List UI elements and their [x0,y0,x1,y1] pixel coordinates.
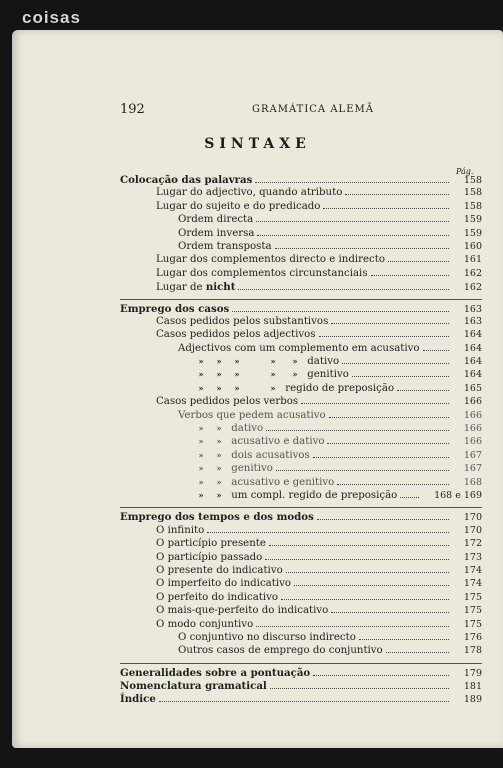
toc-entry [120,450,482,463]
ditto-mark: » [198,489,204,500]
toc-entry-label: Colocação das palavras [120,174,253,186]
dot-leader [294,584,449,586]
toc-entry [120,201,482,214]
ditto-mark: » [270,382,276,393]
toc-entry [120,565,482,578]
toc-entry-label [192,463,273,474]
toc-entry-page: 175 [463,605,482,617]
ditto-mark: » [198,382,204,393]
toc-entry [120,463,482,476]
toc-entry-text: acusativo e genitivo [231,476,335,488]
toc-entry-text: dativo [307,356,340,368]
toc-entry-text: acusativo e dativo [231,436,325,448]
page-column-label: Pág. [456,167,474,176]
ditto-mark: » [216,476,222,487]
toc-entry-label: O modo conjuntivo [156,618,254,630]
toc-entry-page: 189 [463,694,482,706]
toc-entry-page: 164 [463,369,482,381]
toc-entry-page: 176 [463,631,482,643]
toc-entry-page: 179 [463,667,482,679]
toc-entry [120,525,482,538]
dot-leader [265,558,449,560]
book-page [12,30,503,748]
toc-entry [120,214,482,227]
toc-entry-label: O conjuntivo no discurso indirecto [178,631,356,643]
toc-entry-label [192,450,310,461]
ditto-mark: » [198,436,204,447]
toc-entry [120,605,482,618]
toc-entry-text: genitivo [307,369,349,381]
toc-entry-label: Ordem directa [178,214,254,226]
toc-entry [120,552,482,565]
toc-entry [120,423,482,436]
dot-leader [329,416,449,418]
ditto-mark: » [292,369,298,380]
divider [120,299,482,300]
toc-entry [120,645,482,658]
toc-entry [120,303,482,316]
dot-leader [255,181,449,183]
toc-entry [120,578,482,591]
toc-entry-label-keyword: nicht [205,281,236,294]
ditto-mark: » [216,423,222,434]
dot-leader [275,247,449,249]
toc-entry-label: Lugar do adjectivo, quando atributo [156,187,343,199]
dot-leader [371,274,449,276]
toc-entry-label: O perfeito do indicativo [156,591,279,603]
toc-entry-page: 162 [463,267,482,279]
toc-entry-label: O mais-que-perfeito do indicativo [156,605,329,617]
toc-entry-label: O particípio presente [156,538,266,550]
toc-entry-label [192,490,397,501]
toc-entry-page: 175 [463,618,482,630]
dot-leader [337,483,449,485]
toc-entry-label: Lugar do sujeito e do predicado [156,200,321,212]
toc-entry [120,410,482,423]
toc-entry-label: O particípio passado [156,551,263,563]
toc-entry-label: Lugar dos complementos circunstanciais [156,267,368,279]
toc-entry [120,619,482,632]
dot-leader [266,429,449,431]
toc-entry [120,396,482,409]
dot-leader [319,335,449,337]
dot-leader [345,193,449,195]
toc-entry-label: Casos pedidos pelos verbos [156,396,299,408]
toc-entry-label [192,423,263,434]
dot-leader [159,700,449,702]
toc-entry [120,538,482,551]
toc-entry-label: O infinito [156,524,205,536]
toc-entry [120,254,482,267]
toc-entry-page: 167 [463,463,482,475]
dot-leader [313,674,449,676]
dot-leader [342,362,449,364]
ditto-mark: » [234,382,240,393]
dot-leader [397,389,449,391]
ditto-mark: » [198,449,204,460]
toc-entry-page: 170 [463,524,482,536]
dot-leader [331,322,449,324]
toc-entry-page: 159 [463,214,482,226]
ditto-mark: » [234,369,240,380]
toc-entry-label: O imperfeito do indicativo [156,578,291,590]
toc-entry-page: 160 [463,240,482,252]
ditto-mark: » [198,423,204,434]
dot-leader [388,260,449,262]
toc-entry-page: 166 [463,436,482,448]
toc-entry-label: Emprego dos casos [120,302,230,315]
toc-entry-page: 163 [463,315,482,327]
dot-leader [423,349,449,351]
toc-entry-label [156,281,235,293]
table-of-contents [120,174,482,707]
dot-leader [323,207,449,209]
toc-entry [120,268,482,281]
dot-leader [238,288,449,290]
toc-entry-label: Lugar dos complementos directo e indirecto [156,254,385,266]
toc-entry-label [192,369,349,380]
toc-entry-page: 164 [463,342,482,354]
toc-entry-page: 159 [463,227,482,239]
section-title: SINTAXE [204,136,311,152]
dot-leader [256,625,449,627]
dot-leader [270,687,449,689]
toc-entry-page: 172 [463,538,482,550]
toc-entry-label: Casos pedidos pelos substantivos [156,315,329,327]
toc-entry-label: Generalidades sobre a pontuação [120,666,311,679]
toc-entry-page: 167 [463,449,482,461]
ditto-mark: » [198,463,204,474]
dot-leader [232,310,449,312]
dot-leader [269,544,449,546]
ditto-mark: » [198,356,204,367]
dot-leader [317,518,449,520]
toc-entry [120,693,482,706]
toc-entry-page: 166 [463,396,482,408]
ditto-mark: » [216,463,222,474]
toc-entry [120,369,482,382]
ditto-mark: » [270,369,276,380]
dot-leader [286,571,449,573]
toc-entry [120,592,482,605]
dot-leader [359,638,449,640]
toc-entry [120,632,482,645]
divider [120,663,482,664]
toc-entry-label: Verbos que pedem acusativo [178,409,326,421]
toc-entry-label [192,436,324,447]
ditto-mark: » [198,369,204,380]
toc-entry-page: 166 [463,409,482,421]
toc-entry [120,187,482,200]
toc-entry [120,511,482,524]
toc-entry-page: 165 [463,382,482,394]
dot-leader [352,375,449,377]
dot-leader [257,234,449,236]
toc-entry [120,174,482,187]
toc-entry [120,329,482,342]
toc-entry-page: 168 [463,476,482,488]
toc-entry [120,281,482,294]
divider [120,507,482,508]
toc-entry-label: Casos pedidos pelos adjectivos [156,329,316,341]
ditto-mark: » [292,356,298,367]
toc-entry-page: 181 [463,681,482,693]
toc-entry [120,490,482,503]
toc-entry-page: 164 [463,329,482,341]
toc-entry-label: Emprego dos tempos e dos modos [120,511,314,524]
dot-leader [313,456,449,458]
toc-entry [120,436,482,449]
toc-entry-label-prefix: Lugar de [156,282,206,294]
toc-entry-text: dativo [231,423,264,435]
toc-entry-label: Outros casos de emprego do conjuntivo [178,645,383,657]
toc-entry-label [192,383,394,394]
toc-entry [120,356,482,369]
ditto-mark: » [234,356,240,367]
toc-entry-label: Ordem inversa [178,227,255,239]
page-header [120,102,460,118]
toc-entry-page: 175 [463,591,482,603]
toc-entry [120,241,482,254]
dot-leader [400,496,419,498]
toc-entry-label: Ordem transposta [178,240,272,252]
toc-entry [120,228,482,241]
ditto-mark: » [216,356,222,367]
ditto-mark: » [216,449,222,460]
toc-entry-page: 161 [463,254,482,266]
toc-entry-label: Índice [120,693,156,706]
ditto-mark: » [216,369,222,380]
toc-entry-label [192,356,339,367]
dot-leader [386,651,449,653]
running-title: GRAMÁTICA ALEMÃ [252,104,374,115]
toc-entry [120,680,482,693]
ditto-mark: » [198,476,204,487]
toc-entry-page: 163 [463,303,482,315]
dot-leader [301,402,449,404]
toc-entry-page: 166 [463,423,482,435]
ditto-mark: » [216,436,222,447]
toc-entry-text: regido de preposição [285,382,395,394]
toc-entry [120,316,482,329]
toc-entry-page: 170 [463,512,482,524]
toc-entry-page: 158 [463,175,482,186]
toc-entry [120,383,482,396]
toc-entry-label: O presente do indicativo [156,564,283,576]
toc-entry-page: 162 [463,282,482,294]
toc-entry-text: genitivo [231,463,273,475]
toc-entry-page: 158 [463,200,482,212]
toc-entry [120,667,482,680]
ditto-mark: » [216,489,222,500]
toc-entry-label: Adjectivos com um complemento em acusativo [178,342,420,354]
toc-entry-page: 174 [463,564,482,576]
ditto-mark: » [270,356,276,367]
page-number: 192 [120,102,145,117]
toc-entry-label: Nomenclatura gramatical [120,680,267,693]
toc-entry-page: 158 [463,187,482,199]
dot-leader [327,442,449,444]
toc-entry [120,343,482,356]
dot-leader [276,469,449,471]
toc-entry-text: dois acusativos [231,449,310,461]
toc-entry-page: 164 [463,356,482,368]
toc-entry-page: 174 [463,578,482,590]
toc-entry-label [192,477,334,488]
toc-entry [120,477,482,490]
dot-leader [207,531,449,533]
ditto-mark: » [216,382,222,393]
site-watermark: coisas [22,8,81,27]
dot-leader [256,220,449,222]
toc-entry-page: 173 [463,551,482,563]
dot-leader [281,598,449,600]
toc-entry-page: 178 [463,645,482,657]
toc-entry-text: um compl. regido de preposição [231,489,398,501]
dot-leader [331,611,449,613]
toc-entry-page: 168 e 169 [434,489,482,501]
